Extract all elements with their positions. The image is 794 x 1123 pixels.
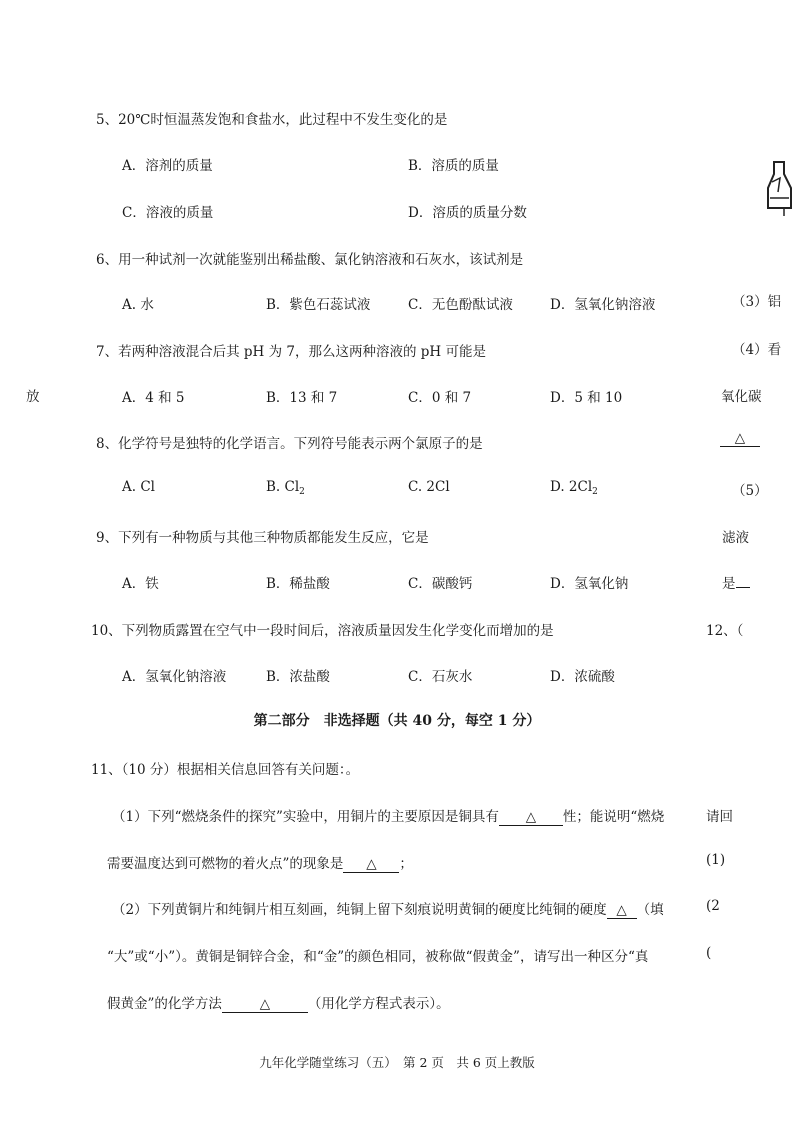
q11-part2-line2: “大”或“小”）。黄铜是铜锌合金，和“金”的颜色相同，被称做“假黄金”，请写出一种区分“真 [107, 949, 649, 965]
right-fragment-2: （4）看 [732, 342, 782, 358]
right-fragment-11: (2 [706, 898, 720, 914]
q5-option-d: D．溶质的质量分数 [408, 205, 527, 221]
q10-option-d: D．浓硫酸 [550, 669, 615, 685]
q9-option-c: C．碳酸钙 [408, 576, 473, 592]
right-fragment-5: （5） [732, 483, 768, 499]
q8-option-b-subscript: 2 [299, 487, 305, 497]
section-title: 第二部分 非选择题（共 40 分，每空 1 分） [253, 713, 541, 729]
answer-blank[interactable]: △ [222, 997, 308, 1013]
q5-option-c: C．溶液的质量 [122, 205, 214, 221]
q9-option-b: B．稀盐酸 [266, 576, 330, 592]
q7-option-b: B．13 和 7 [266, 390, 338, 406]
q6-option-b: B．紫色石蕊试液 [266, 297, 371, 313]
right-fragment-1: （3）铝 [732, 294, 782, 310]
q8-option-d-subscript: 2 [592, 487, 598, 497]
q11-part2-line1: （2）下列黄铜片和纯铜片相互刻画，纯铜上留下刻痕说明黄铜的硬度比纯铜的硬度 △ （填 [112, 902, 664, 918]
q7-option-a: A．4 和 5 [122, 390, 185, 406]
q6-option-c: C．无色酚酞试液 [408, 297, 513, 313]
question-7-stem: 7、若两种溶液混合后其 pH 为 7，那么这两种溶液的 pH 可能是 [96, 344, 486, 360]
q8-option-a: A. Cl [122, 479, 155, 495]
question-5-stem: 5、20℃时恒温蒸发饱和食盐水，此过程中不发生变化的是 [96, 112, 448, 128]
q11-part2-line3: 假黄金”的化学方法 △ （用化学方程式表示）。 [107, 996, 450, 1012]
q5-option-b: B．溶质的质量 [408, 158, 499, 174]
right-fragment-4: △ [720, 430, 760, 447]
q11-part1-line1: （1）下列“燃烧条件的探究”实验中，用铜片的主要原因是铜具有 △ 性；能说明“燃烧 [112, 809, 665, 825]
q8-option-c: C. 2Cl [408, 479, 450, 495]
q5-option-a: A．溶剂的质量 [122, 158, 213, 174]
answer-blank[interactable]: △ [607, 903, 637, 919]
page-footer: 九年化学随堂练习（五） 第 2 页 共 6 页上教版 [259, 1055, 535, 1070]
q9-option-d: D．氢氧化钠 [550, 576, 629, 592]
question-6-stem: 6、用一种试剂一次就能鉴别出稀盐酸、氯化钠溶液和石灰水，该试剂是 [96, 252, 524, 268]
question-11-stem: 11、（10 分）根据相关信息回答有关问题：。 [91, 762, 360, 778]
right-fragment-12: ( [706, 945, 712, 961]
q11-part1-line2: 需要温度达到可燃物的着火点”的现象是 △ ； [107, 856, 413, 872]
q10-option-a: A．氢氧化钠溶液 [122, 669, 227, 685]
q10-option-c: C．石灰水 [408, 669, 473, 685]
left-margin-fragment: 放 [26, 389, 40, 405]
right-fragment-7: 是 [722, 572, 750, 592]
q7-option-c: C．0 和 7 [408, 390, 472, 406]
answer-blank[interactable]: △ [499, 810, 563, 826]
q8-option-d: D. $2Cl_2$ [550, 479, 598, 497]
question-8-stem: 8、化学符号是独特的化学语言。下列符号能表示两个氯原子的是 [96, 436, 483, 452]
question-9-stem: 9、下列有一种物质与其他三种物质都能发生反应，它是 [96, 530, 429, 546]
answer-blank[interactable]: △ [343, 857, 399, 873]
q6-option-d: D．氢氧化钠溶液 [550, 297, 656, 313]
right-fragment-3: 氧化碳 [721, 389, 762, 405]
q10-option-b: B．浓盐酸 [266, 669, 330, 685]
flask-illustration [758, 158, 794, 218]
right-fragment-6: 滤液 [722, 530, 749, 546]
right-fragment-8: 12、（ [706, 623, 744, 639]
right-fragment-9: 请回 [706, 809, 733, 825]
q7-option-d: D．5 和 10 [550, 390, 623, 406]
q6-option-a: A. 水 [122, 297, 154, 313]
question-10-stem: 10、下列物质露置在空气中一段时间后，溶液质量因发生化学变化而增加的是 [91, 623, 554, 639]
q9-option-a: A．铁 [122, 576, 159, 592]
q8-option-b: B. $Cl_2$ [266, 479, 305, 497]
right-fragment-10: (1) [706, 852, 726, 868]
